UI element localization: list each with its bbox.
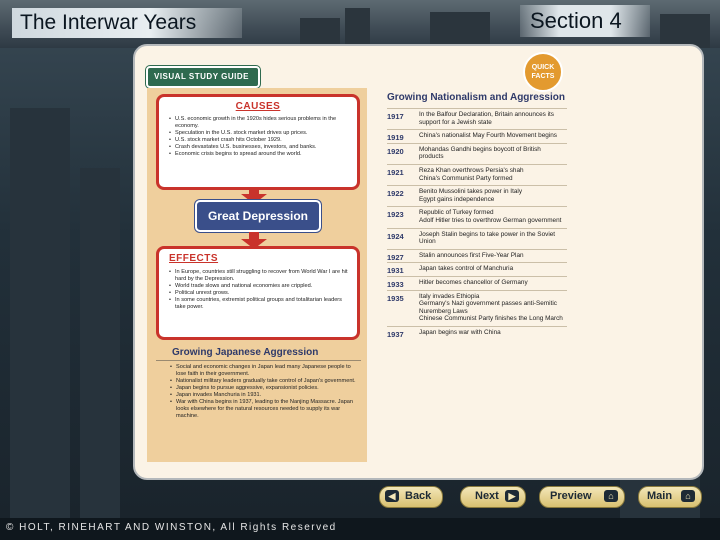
chevron-right-icon: ▶ xyxy=(505,490,519,502)
slide-title-text: The Interwar Years xyxy=(20,11,197,34)
timeline-text: Republic of Turkey formed xyxy=(419,209,494,217)
timeline-text: Hitler becomes chancellor of Germany xyxy=(419,278,528,286)
list-item: • Nationalist military leaders gradually take control of Japan's government. xyxy=(170,378,358,385)
timeline-year: 1922 xyxy=(387,189,404,199)
timeline-text: Italy invades Ethiopia xyxy=(419,292,480,300)
timeline-event xyxy=(387,143,567,164)
timeline-event xyxy=(387,164,567,185)
timeline-text: Joseph Stalin begins to take power in the Soviet Union xyxy=(419,230,556,246)
timeline-text: Adolf Hitler tries to overthrow German government xyxy=(419,216,562,224)
list-item: • In some countries, extremist political groups and totalitarian leaders take power. xyxy=(169,297,351,311)
timeline-year: 1931 xyxy=(387,266,404,276)
timeline-event xyxy=(387,228,567,249)
causes-heading: CAUSES xyxy=(235,101,281,112)
list-item: • Social and economic changes in Japan lead many Japanese people to lose faith in their government. xyxy=(170,364,358,378)
list-item: • U.S. stock market crash hits October 1929. xyxy=(169,137,351,144)
home-icon: ⌂ xyxy=(681,490,695,502)
timeline-year: 1933 xyxy=(387,279,404,289)
list-item: • Japan invades Manchuria in 1931. xyxy=(170,392,358,399)
list-item: • In Europe, countries still struggling to recover from World War I are hit hard by the Depression. xyxy=(169,269,351,283)
timeline-text: In the Balfour Declaration, Britain announces its support for a Jewish state xyxy=(419,111,554,126)
timeline-year: 1935 xyxy=(387,293,404,303)
timeline-text: Stalin announces first Five-Year Plan xyxy=(419,251,524,259)
effects-heading: EFFECTS xyxy=(169,253,219,264)
timeline xyxy=(387,108,567,339)
quick-facts-badge: QUICK FACTS xyxy=(523,52,563,92)
list-item: • World trade slows and national economies are crippled. xyxy=(169,283,351,290)
main-button[interactable]: Main ⌂ xyxy=(638,486,702,508)
footer xyxy=(0,518,720,540)
list-item: • U.S. economic growth in the 1920s hides serious problems in the economy. xyxy=(169,116,351,130)
timeline-event xyxy=(387,108,567,129)
timeline-event xyxy=(387,276,567,290)
timeline-event xyxy=(387,206,567,227)
timeline-text: Mohandas Gandhi begins boycott of British products xyxy=(419,145,541,161)
timeline-year: 1921 xyxy=(387,167,404,177)
timeline-text: Chinese Communist Party finishes the Long March xyxy=(419,315,563,323)
causes-box xyxy=(156,94,360,190)
visual-study-guide-tab: VISUAL STUDY GUIDE xyxy=(146,66,260,88)
effects-list xyxy=(169,269,351,311)
list-item: • Japan begins to pursue aggressive, expansionist policies. xyxy=(170,385,358,392)
timeline-text: Germany's Nazi government passes anti-Semitic Nuremberg Laws xyxy=(419,300,557,315)
timeline-text: Reza Khan overthrows Persia's shah xyxy=(419,166,524,174)
timeline-heading: Growing Nationalism and Aggression xyxy=(387,92,565,103)
timeline-year: 1937 xyxy=(387,329,404,339)
timeline-text: Benito Mussolini takes power in Italy xyxy=(419,188,523,196)
timeline-event xyxy=(387,262,567,276)
timeline-text: Japan takes control of Manchuria xyxy=(419,265,514,273)
list-item: • Political unrest grows. xyxy=(169,290,351,297)
japanese-aggression-list xyxy=(170,364,358,420)
timeline-year: 1923 xyxy=(387,210,404,220)
timeline-year: 1924 xyxy=(387,231,404,241)
timeline-text: China's nationalist May Fourth Movement begins xyxy=(419,132,557,140)
section-label xyxy=(520,5,650,37)
list-item: • Speculation in the U.S. stock market drives up prices. xyxy=(169,130,351,137)
effects-box xyxy=(156,246,360,340)
timeline-text: Japan begins war with China xyxy=(419,328,501,336)
slide-title xyxy=(12,8,242,38)
great-depression-label: Great Depression xyxy=(195,200,321,232)
list-item: • Crash devastates U.S. businesses, investors, and banks. xyxy=(169,144,351,151)
timeline-year: 1927 xyxy=(387,252,404,262)
timeline-event xyxy=(387,185,567,206)
timeline-event xyxy=(387,129,567,143)
section-label-text: Section 4 xyxy=(530,8,622,33)
preview-button[interactable]: Preview ⌂ xyxy=(539,486,625,508)
list-item: • War with China begins in 1937, leading to the Nanjing Massacre. Japan looks elsewhere for the natural resources needed to supply its war machine. xyxy=(170,399,358,420)
timeline-year: 1920 xyxy=(387,146,404,156)
timeline-text: China's Communist Party formed xyxy=(419,174,513,182)
japanese-aggression-section xyxy=(156,347,361,457)
home-icon: ⌂ xyxy=(604,490,618,502)
back-button[interactable]: ◀ Back xyxy=(379,486,443,508)
list-item: • Economic crisis begins to spread around the world. xyxy=(169,151,351,158)
japanese-aggression-heading: Growing Japanese Aggression xyxy=(156,347,361,361)
timeline-event xyxy=(387,290,567,326)
chevron-left-icon: ◀ xyxy=(385,490,399,502)
timeline-text: Egypt gains independence xyxy=(419,195,495,203)
timeline-year: 1919 xyxy=(387,133,404,143)
copyright-text: © HOLT, RINEHART AND WINSTON, All Rights Reserved xyxy=(6,522,337,533)
timeline-event xyxy=(387,326,567,340)
next-button[interactable]: Next ▶ xyxy=(460,486,526,508)
timeline-event xyxy=(387,249,567,263)
causes-list xyxy=(169,116,351,158)
timeline-year: 1917 xyxy=(387,112,404,121)
